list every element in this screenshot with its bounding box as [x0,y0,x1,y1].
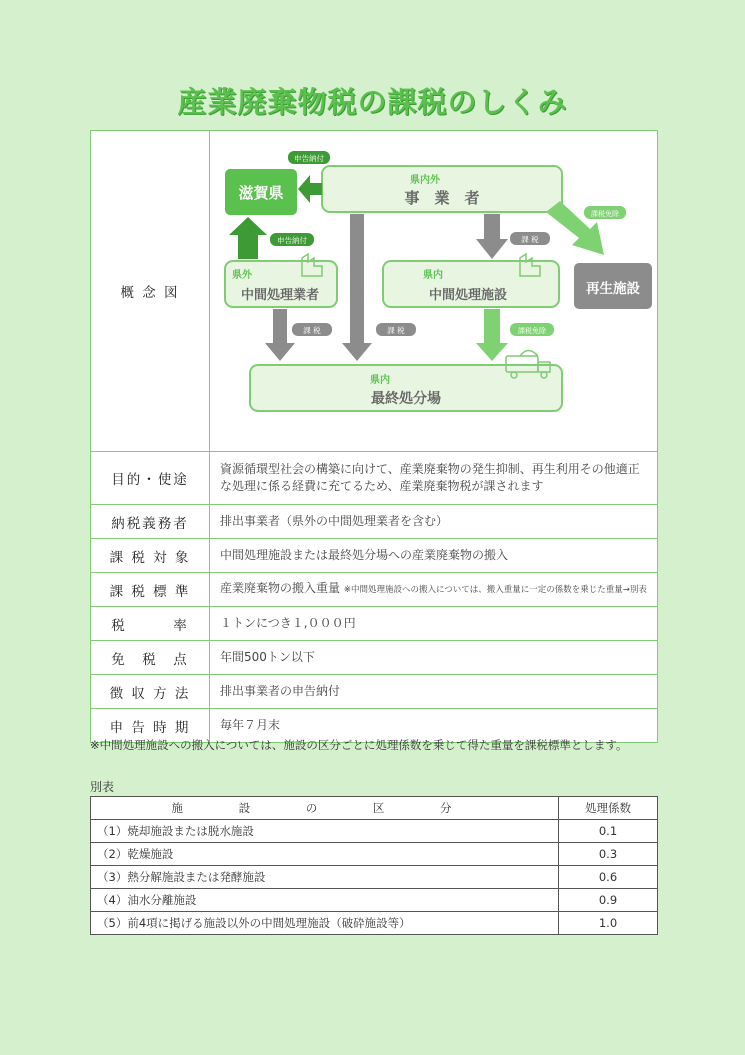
badge-tax-2-text: 課 税 [303,326,321,335]
concept-row [91,131,658,452]
row-value: 資源循環型社会の構築に向けて、産業廃棄物の発生抑制、再生利用その他適正な処理に係る経費に充てるため、産業廃棄物税が課されます [210,452,658,505]
row-value: 排出事業者の申告納付 [210,675,658,709]
row-label: 納税義務者 [91,505,210,539]
table-row [91,843,658,866]
out-tag: 県外 [232,270,252,281]
row-exemption [91,641,658,675]
arrow-exempt-landfill [476,309,508,361]
footnote: ※中間処理施設への搬入については、施設の区分ごとに処理係数を乗じて得た重量を課税標準とします。 [90,738,628,752]
appendix-label: 別表 [90,780,115,794]
concept-diagram [210,131,658,452]
header-coefficient: 処理係数 [559,797,658,820]
category-cell: （3）熱分解施設または発酵施設 [91,866,559,889]
badge-tax-1-text: 課 税 [521,235,539,244]
shiga-label: 滋賀県 [238,184,284,202]
table-row [91,820,658,843]
row-label: 課 税 対 象 [91,539,210,573]
row-standard [91,573,658,607]
arrow-tax-out [265,309,295,361]
row-value: 中間処理施設または最終処分場への産業廃棄物の搬入 [210,539,658,573]
row-purpose [91,452,658,505]
arrow-tax-landfill [342,214,372,361]
row-label: 課 税 標 準 [91,573,210,607]
jigyosha-label: 事 業 者 [404,189,480,207]
table-row [91,866,658,889]
category-cell: （1）焼却施設または脱水施設 [91,820,559,843]
coefficient-cell: 0.1 [559,820,658,843]
flow-diagram [210,131,660,449]
tax-summary-table [90,130,658,743]
concept-label: 概 念 図 [91,131,210,452]
row-rate [91,607,658,641]
badge-exempt-2-text: 課税免除 [518,327,546,335]
in-label: 中間処理施設 [428,288,508,303]
row-label: 徴 収 方 法 [91,675,210,709]
coefficient-cell: 0.6 [559,866,658,889]
row-label: 目的・使途 [91,452,210,505]
row-value: 毎年７月末 [210,709,658,743]
badge-tax-3-text: 課 税 [387,326,405,335]
coefficient-cell: 0.9 [559,889,658,912]
row-value: 年間500トン以下 [210,641,658,675]
header-category: 施 設 の 区 分 [91,797,559,820]
recycle-label: 再生施設 [586,281,640,297]
arrow-report-left [229,217,267,259]
in-tag: 県内 [423,270,443,281]
landfill-label: 最終処分場 [371,391,441,407]
out-label: 中間処理業者 [240,288,320,303]
category-cell: （4）油水分離施設 [91,889,559,912]
appendix-table [90,796,658,935]
row-taxpayer [91,505,658,539]
standard-value: 産業廃棄物の搬入重量 [220,581,341,595]
row-value [210,573,658,607]
badge-report-top-text: 申告納付 [294,154,324,163]
coefficient-cell: 1.0 [559,912,658,935]
standard-note: ※中間処理施設への搬入については、搬入重量に一定の係数を乗じた重量→別表 [343,585,647,595]
appendix-header-row [91,797,658,820]
row-value: 排出事業者（県外の中間処理業者を含む） [210,505,658,539]
row-value: １トンにつき１,０００円 [210,607,658,641]
row-target [91,539,658,573]
page-title: 産業廃棄物税の課税のしくみ [177,85,568,119]
table-row [91,912,658,935]
arrow-report-top [298,175,322,203]
category-cell: （2）乾燥施設 [91,843,559,866]
arrow-tax-in [476,214,508,259]
jigyosha-tag: 県内外 [410,175,440,186]
badge-exempt-1-text: 課税免除 [591,210,619,218]
row-label: 申 告 時 期 [91,709,210,743]
coefficient-cell: 0.3 [559,843,658,866]
landfill-tag: 県内 [370,375,390,386]
badge-report-left-text: 申告納付 [277,236,307,245]
row-label: 免 税 点 [91,641,210,675]
table-row [91,889,658,912]
row-collection [91,675,658,709]
category-cell: （5）前4項に掲げる施設以外の中間処理施設（破砕施設等） [91,912,559,935]
row-label: 税 率 [91,607,210,641]
